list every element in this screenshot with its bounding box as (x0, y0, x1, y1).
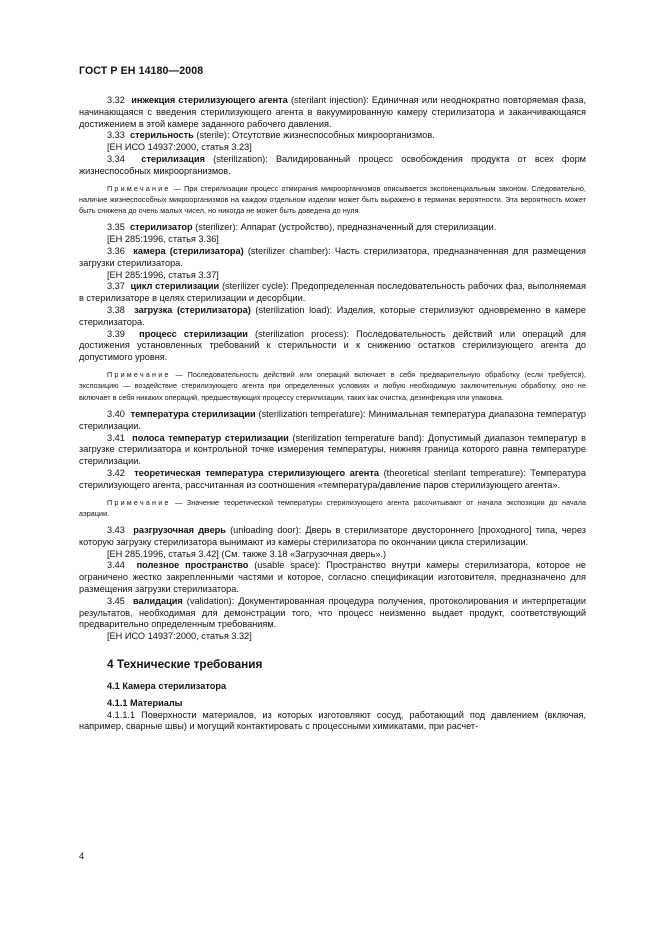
section-4-heading: 4 Технические требования (107, 657, 263, 672)
page-content (79, 95, 586, 733)
entry-3-43: 3.43 разгрузочная дверь (unloading door): Дверь в стерилизаторе двустороннего [проходного] типа, через которую загрузку стерилизатора вынимают из камеры стерилизатора по окончании цикла стерилизации. (79, 525, 586, 547)
subsection-4-1-heading: 4.1 Камера стерилизатора (107, 681, 227, 692)
term: разгрузочная дверь (133, 525, 226, 536)
term: теоретическая температура стерилизующего агента (134, 467, 379, 478)
reference: [ЕН 285.1996, статья 3.42] (См. также 3.18 «Загрузочная дверь».) (107, 548, 387, 559)
entry-3-40: 3.40 температура стерилизации (sterilization temperature): Минимальная температура диапазона температур стерилизации. (79, 408, 586, 431)
entry-3-44: 3.44 полезное пространство (usable space): Пространство внутри камеры стерилизатора, которое не ограничено жестко закрепленными частями и которое, согласно спецификации изготовителя, предназначено для размещения загрузки стерилизатора. (79, 560, 587, 595)
term: полезное пространство (136, 560, 249, 571)
note-2: Примечание — Последовательность действий или операций включает в себя предварительную обработку (если требуется), экспозицию — воздействие стерилизующего агента при определенных условиях и любую необходимую заключительную обработку, оно не включает в себя никаких операций, предшествующих процессу стерилизации, таких как очистка, дезинфекция или упаковка. (79, 370, 586, 402)
reference: [ЕН 285:1996, статья 3.36] (107, 234, 219, 245)
term: цикл стерилизации (130, 281, 220, 292)
term: камера (стерилизатора) (133, 246, 244, 257)
entry-3-39: 3.39 процесс стерилизации (sterilization process): Последовательность действий или операций для достижения установленных требований к стерильности и к снижению остатков стерилизующего агента до допустимого уровня. (79, 328, 586, 363)
entry-3-42: 3.42 теоретическая температура стерилизующего агента (theoretical sterilant temperature): Температура стерилизующего агента, рассчитанная из соотношения «температура/давление паров стерилизующего агента». (79, 467, 587, 490)
term: инжекция стерилизующего агента (131, 95, 288, 105)
reference: [ЕН ИСО 14937:2000, статья 3.32] (107, 631, 252, 642)
entry-3-41: 3.41 полоса температур стерилизации (sterilization temperature band): Допустимый диапазон температур в загрузке стерилизатора и контрольной точке измерения температуры, нижняя граница которого равна температуре стерилизации. (79, 432, 586, 467)
entry-3-38: 3.38 загрузка (стерилизатора) (sterilization load): Изделия, которые стерилизуют одновременно в камере стерилизатора. (79, 305, 586, 327)
entry-3-34: 3.34 стерилизация (sterilization): Валидированный процесс освобождения продукта от всех форм жизнеспособных микроорганизмов. (79, 153, 587, 176)
term: загрузка (стерилизатора) (134, 305, 251, 316)
reference: [ЕН 285:1996, статья 3.37] (107, 269, 219, 280)
note-3: Примечание — Значение теоретической температуры стерилизующего агента рассчитывают от начала экспозиции до начала аэрации. (79, 497, 586, 518)
term: валидация (133, 595, 183, 606)
entry-3-33: 3.33 стерильность (sterile): Отсутствие жизнеспособных микроорганизмов. (107, 130, 435, 141)
document-header: ГОСТ Р ЕН 14180—2008 (79, 65, 204, 77)
entry-3-37: 3.37 цикл стерилизации (sterilizer cycle): Предопределенная последовательность рабочих фаз, выполняемая в стерилизаторе в целях стерилизации и десорбции. (79, 281, 587, 304)
note-1: Примечание — При стерилизации процесс отмирания микроорганизмов описывается экспоненциальным законом. Следовательно, наличие жизнеспособных микроорганизмов на каждом отдельном изделии может быть выражено в терминах вероятности. Эта вероятность может быть снижена до очень малых чисел, но никогда не может быть доведена до нуля. (79, 183, 586, 216)
subsection-4-1-1-heading: 4.1.1 Материалы (107, 697, 183, 708)
page-number: 4 (79, 851, 85, 861)
term: стерильность (130, 130, 194, 141)
term: процесс стерилизации (139, 328, 248, 339)
term: полоса температур стерилизации (132, 432, 289, 443)
term: температура стерилизации (130, 408, 256, 419)
entry-3-36: 3.36 камера (стерилизатора) (sterilizer chamber): Часть стерилизатора, предназначенная для размещения загрузки стерилизатора. (79, 246, 586, 268)
entry-3-32: 3.32 инжекция стерилизующего агента (sterilant injection): Единичная или неоднократно повторяемая фаза, начинающаяся с введения стерилизующего агента в вакуумированную камеру стерилизатора и заканчивающаяся достижением в этой камере заданного рабочего давления. (79, 95, 587, 129)
term: стерилизатор (130, 222, 193, 233)
entry-3-45: 3.45 валидация (validation): Документированная процедура получения, протоколирования и интерпретации результатов, необходимая для демонстрации того, что процесс неизменно выдает продукт, соответствующий предварительно определенным требованиям. (79, 595, 586, 630)
entry-3-35: 3.35 стерилизатор (sterilizer): Аппарат (устройство), предназначенный для стерилизации. (107, 222, 497, 233)
paragraph-4-1-1-1: 4.1.1.1 Поверхности материалов, из которых изготовляют сосуд, работающий под давлением (включая, например, сварные швы) и могущий контактировать с процессными химикатами, при расчет- (79, 709, 586, 732)
reference: [ЕН ИСО 14937:2000, статья 3.23] (107, 142, 252, 153)
term: стерилизация (141, 153, 205, 164)
